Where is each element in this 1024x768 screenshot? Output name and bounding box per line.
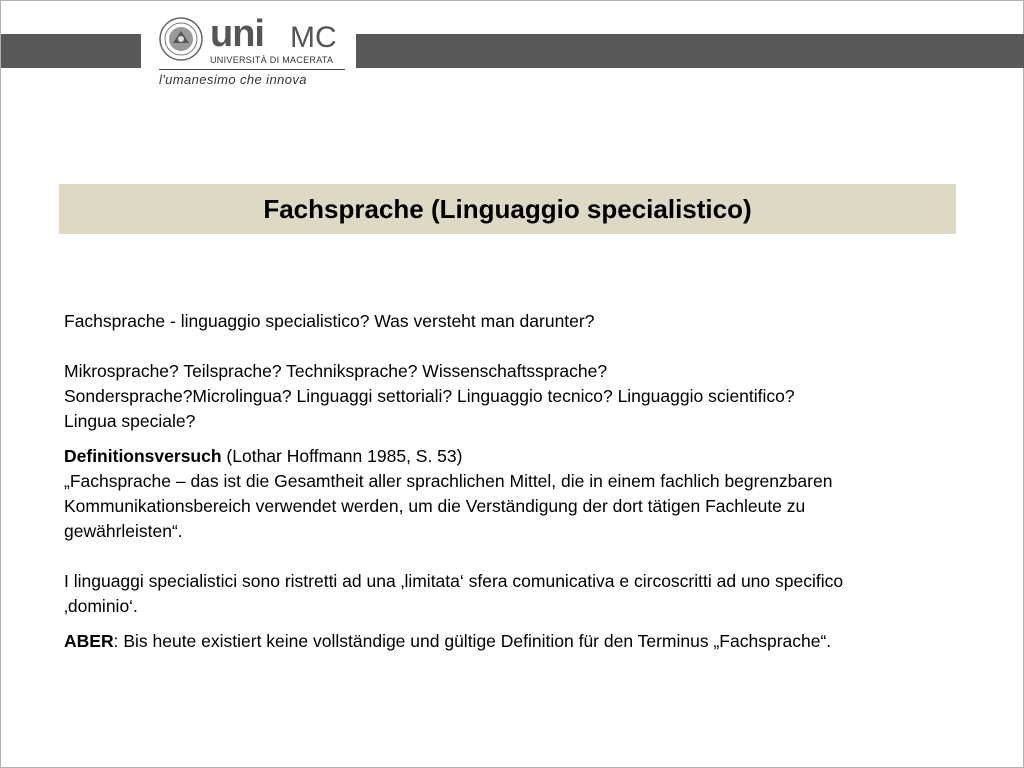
terms-line-3: Lingua speciale? [64,411,196,431]
terms-line-2: Sondersprache?Microlingua? Linguaggi settoriali? Linguaggio tecnico? Linguaggio scientifico? [64,386,795,406]
slide-title: Fachsprache (Linguaggio specialistico) [263,193,752,224]
definition-heading [64,444,1009,469]
logo-word-mc: MC [290,21,337,54]
aber-label: ABER [64,631,114,651]
header-band-left [1,34,141,68]
definition-source: (Lothar Hoffmann 1985, S. 53) [221,446,463,466]
logo-word-uni: uni [210,13,264,55]
italian-line-2: ‚dominio‘. [64,596,138,616]
university-logo [151,9,351,94]
slide-body [64,309,1009,654]
terms-line-1: Mikrosprache? Teilsprache? Techniksprache? Wissenschaftssprache? [64,361,608,381]
aber-text: : Bis heute existiert keine vollständige und gültige Definition für den Terminus „Fachsprache“. [113,631,832,651]
header-band-right [356,34,1024,68]
logo-divider [159,69,345,70]
aber-paragraph [64,629,1009,654]
question-paragraph: Fachsprache - linguaggio specialistico? Was versteht man darunter? [64,311,595,331]
definition-label: Definitionsversuch [64,446,222,466]
title-bar [59,184,956,234]
definition-quote-line-1: „Fachsprache – das ist die Gesamtheit aller sprachlichen Mittel, die in einem fachlich begrenzbaren [64,471,833,491]
definition-quote-line-2: Kommunikationsbereich verwendet werden, um die Verständigung der dort tätigen Fachleute zu [64,496,806,516]
university-seal-icon [159,17,203,61]
logo-tagline: l'umanesimo che innova [159,72,307,87]
logo-university-name: UNIVERSITÀ DI MACERATA [210,55,334,65]
italian-line-1: I linguaggi specialistici sono ristretti ad una ‚limitata‘ sfera comunicativa e circoscritti ad uno specifico [64,571,844,591]
definition-quote-line-3: gewährleisten“. [64,521,183,541]
